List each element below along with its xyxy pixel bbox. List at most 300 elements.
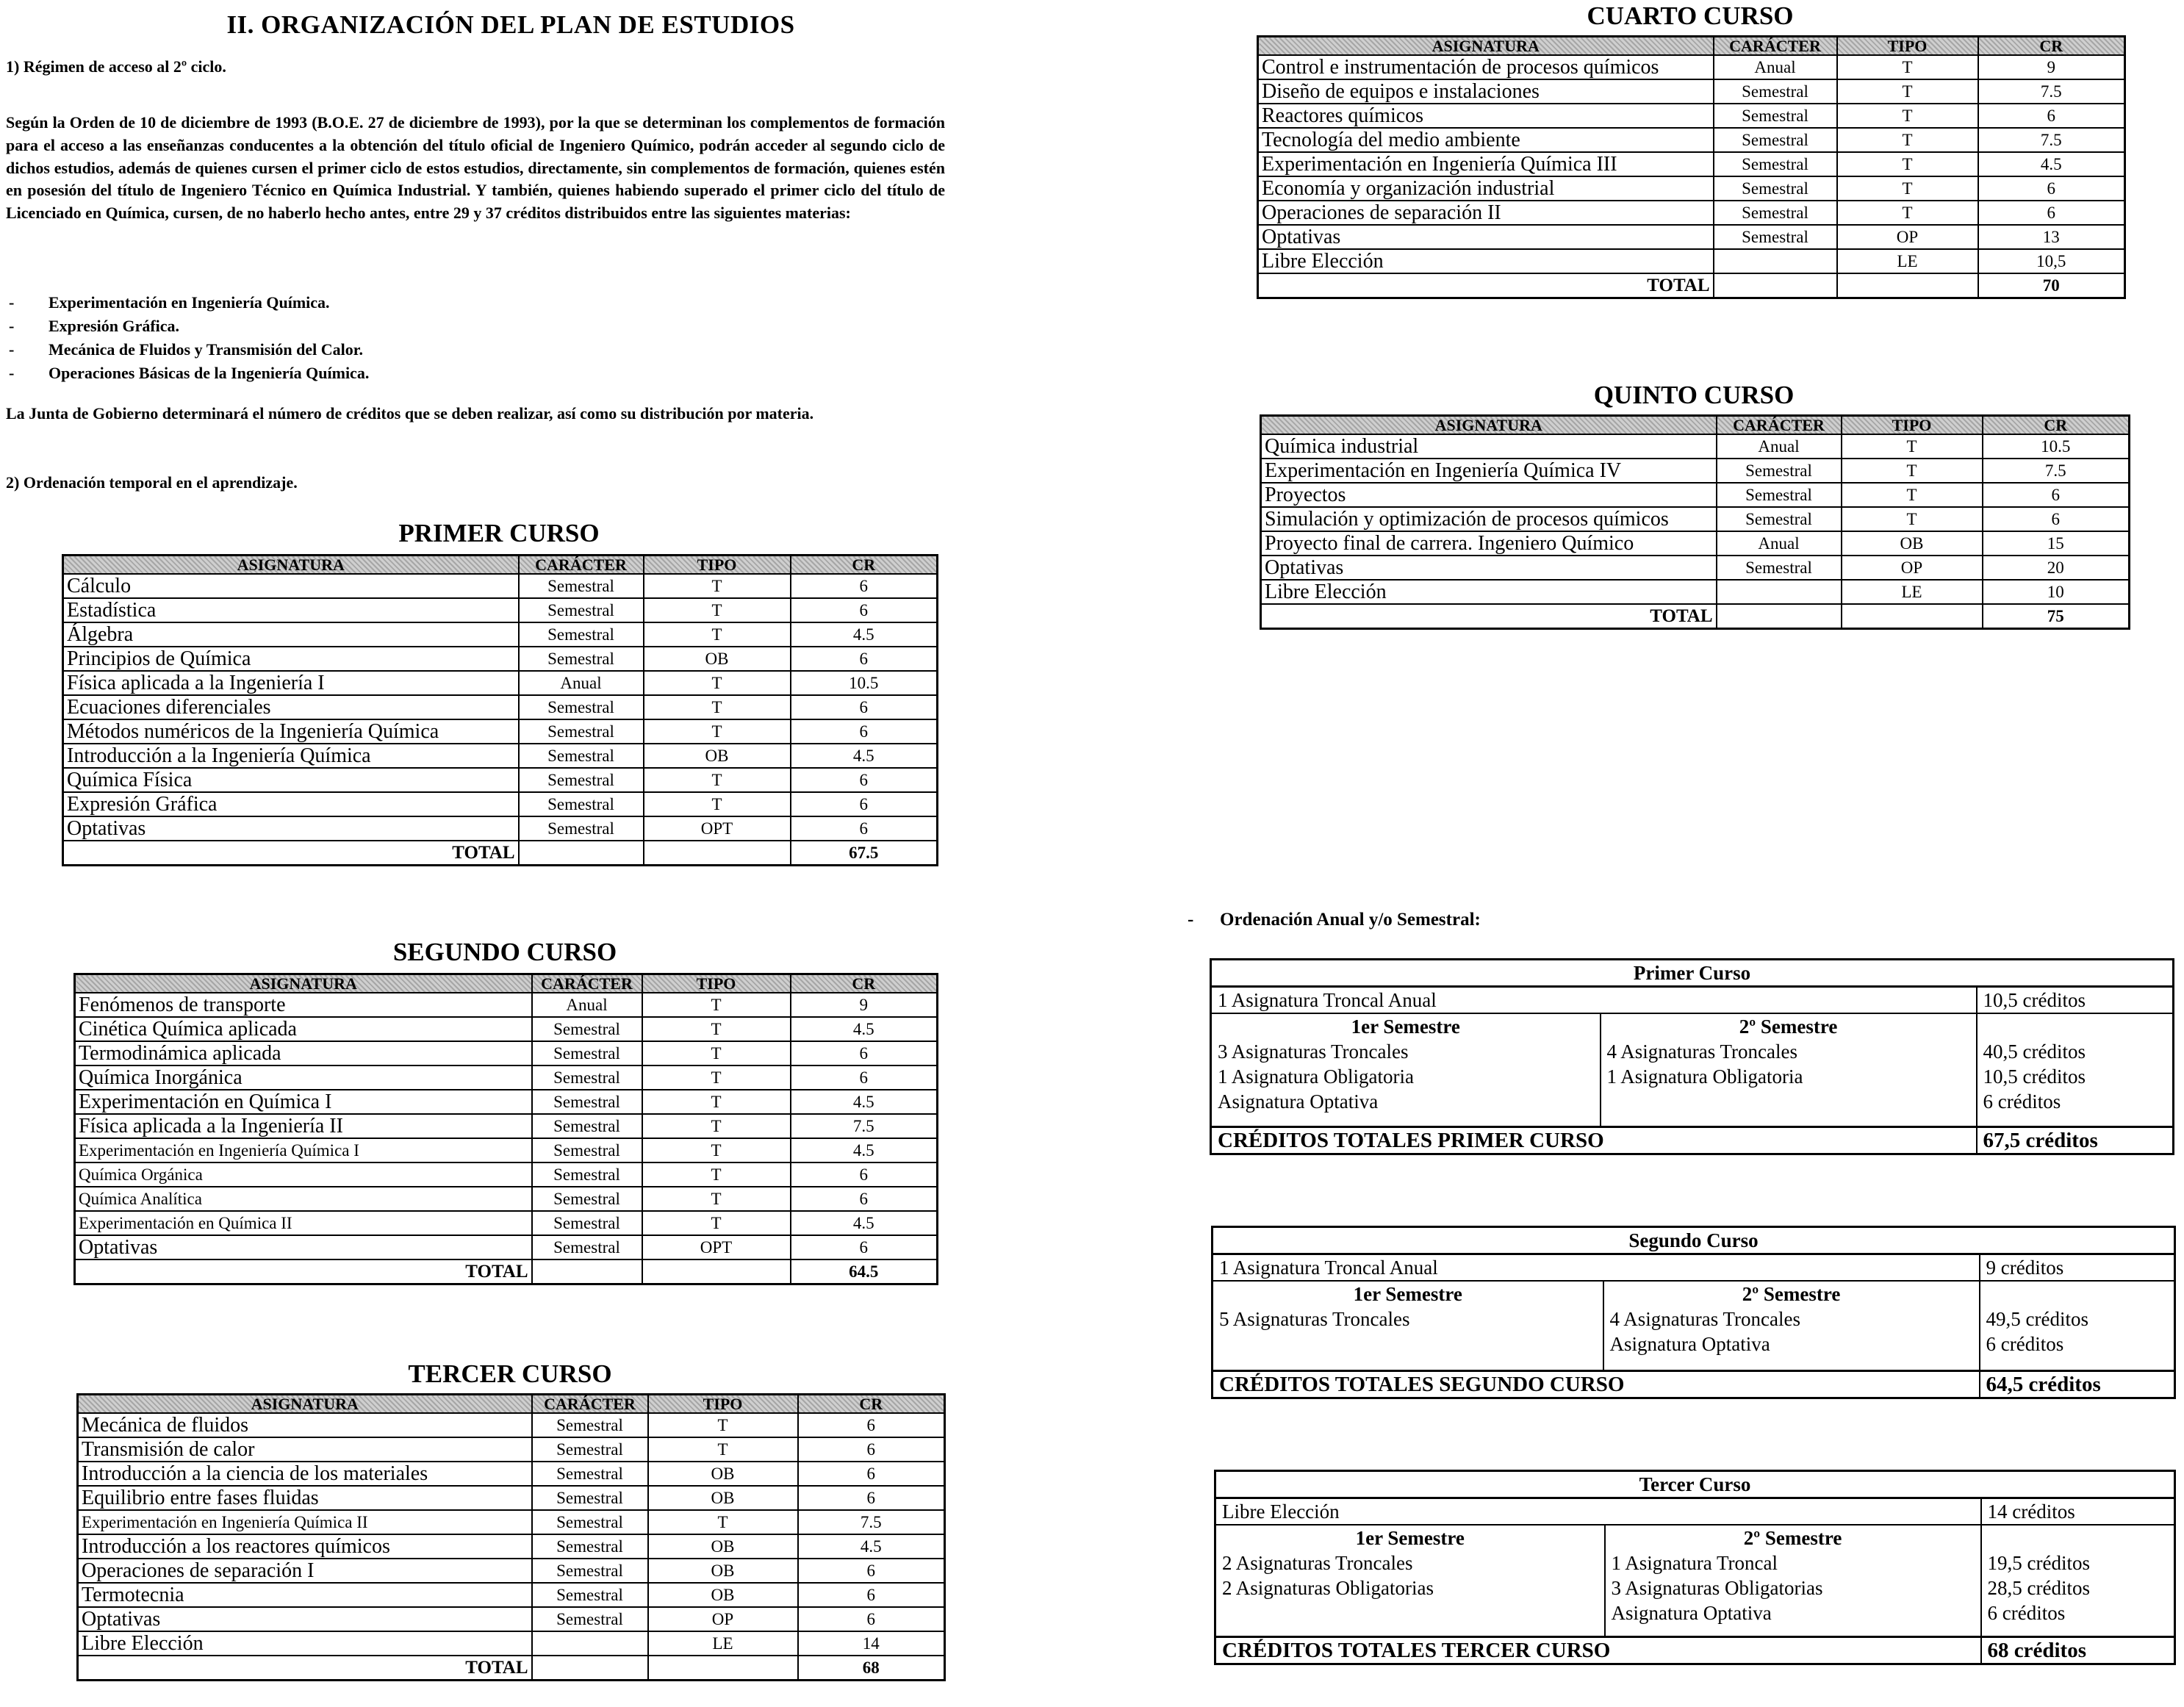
summary-top-label: 1 Asignatura Troncal Anual — [1219, 1257, 1438, 1279]
tipo-cell: LE — [648, 1631, 798, 1656]
summary-primer-curso — [1210, 958, 2174, 1155]
subject-cell: Diseño de equipos e instalaciones — [1258, 79, 1714, 104]
table-row — [1258, 55, 2125, 79]
credits-cell: 20 — [1983, 556, 2130, 580]
summary-value: 49,5 créditos — [1980, 1307, 2175, 1332]
credits-cell: 4.5 — [791, 744, 938, 768]
quinto-curso-table — [1260, 414, 2130, 630]
subject-cell: Operaciones de separación II — [1258, 201, 1714, 225]
total-value: 67.5 — [791, 841, 938, 866]
tipo-cell: OB — [648, 1534, 798, 1559]
caracter-cell: Anual — [519, 671, 644, 695]
tipo-cell: OPT — [644, 816, 791, 841]
subject-cell: Reactores químicos — [1258, 104, 1714, 128]
caracter-cell: Anual — [1714, 55, 1837, 79]
tipo-cell: T — [1842, 459, 1983, 483]
credits-cell: 6 — [791, 598, 938, 622]
caracter-cell: Semestral — [1714, 152, 1837, 176]
table-row — [63, 574, 938, 598]
subject-cell: Libre Elección — [78, 1631, 532, 1656]
caracter-cell: Semestral — [532, 1413, 648, 1437]
tipo-cell: T — [642, 1041, 791, 1065]
summary-s1-item: 2 Asignaturas Obligatorias — [1222, 1577, 1434, 1599]
credits-cell: 4.5 — [791, 622, 938, 647]
subject-cell: Optativas — [78, 1607, 532, 1631]
caracter-cell: Semestral — [532, 1065, 642, 1090]
materia-item: - Operaciones Básicas de la Ingeniería Química. — [6, 362, 961, 385]
subject-cell: Estadística — [63, 598, 519, 622]
subject-cell: Química Física — [63, 768, 519, 792]
credits-cell: 6 — [791, 695, 938, 719]
table-row — [1261, 434, 2130, 459]
summary-s2-item — [1601, 1089, 1977, 1114]
subject-cell: Introducción a los reactores químicos — [78, 1534, 532, 1559]
caracter-cell: Semestral — [1717, 483, 1842, 507]
col-tipo: TIPO — [642, 974, 791, 993]
credits-cell: 7.5 — [1983, 459, 2130, 483]
summary-value: 40,5 créditos — [1977, 1039, 2174, 1064]
materias-list — [6, 291, 961, 385]
col-cr: CR — [791, 556, 938, 575]
summary-top-value: 10,5 créditos — [1977, 987, 2174, 1014]
caracter-cell: Semestral — [1714, 128, 1837, 152]
total-label: TOTAL — [1258, 273, 1714, 298]
caracter-cell: Semestral — [519, 719, 644, 744]
summary-total-value: 68 créditos — [1981, 1637, 2175, 1664]
caracter-cell: Semestral — [532, 1090, 642, 1114]
table-row — [75, 1211, 938, 1235]
semester-1-label: 1er Semestre — [1213, 1281, 1603, 1307]
caracter-cell: Semestral — [519, 647, 644, 671]
total-row — [75, 1259, 938, 1284]
summary-title: Tercer Curso — [1215, 1471, 2175, 1498]
caracter-cell: Semestral — [532, 1462, 648, 1486]
credits-cell: 6 — [791, 1235, 938, 1259]
table-row — [75, 1162, 938, 1187]
total-row — [1261, 604, 2130, 629]
table-row — [78, 1413, 945, 1437]
col-caracter: CARÁCTER — [1717, 416, 1842, 435]
semester-1-label: 1er Semestre — [1211, 1013, 1601, 1039]
subject-cell: Álgebra — [63, 622, 519, 647]
tipo-cell: OB — [644, 647, 791, 671]
summary-s2-item: 4 Asignaturas Troncales — [1601, 1039, 1977, 1064]
summary-top-value: 9 créditos — [1980, 1254, 2175, 1282]
summary-title: Primer Curso — [1211, 960, 2174, 987]
tipo-cell: T — [644, 768, 791, 792]
summary-tercer-curso — [1214, 1470, 2176, 1665]
tipo-cell: T — [648, 1510, 798, 1534]
subject-cell: Tecnología del medio ambiente — [1258, 128, 1714, 152]
subject-cell: Química Analítica — [75, 1187, 532, 1211]
table-row — [1258, 225, 2125, 249]
tercer-curso-table — [76, 1393, 946, 1681]
subject-cell: Control e instrumentación de procesos químicos — [1258, 55, 1714, 79]
caracter-cell: Semestral — [519, 622, 644, 647]
table-row — [63, 816, 938, 841]
table-row — [1258, 79, 2125, 104]
tipo-cell: T — [644, 671, 791, 695]
caracter-cell: Semestral — [532, 1017, 642, 1041]
total-value: 64.5 — [791, 1259, 938, 1284]
table-row — [78, 1534, 945, 1559]
caracter-cell: Anual — [1717, 531, 1842, 556]
table-row — [63, 744, 938, 768]
subject-cell: Libre Elección — [1261, 580, 1717, 604]
credits-cell: 6 — [791, 768, 938, 792]
total-value: 68 — [798, 1656, 945, 1681]
subject-cell: Experimentación en Ingeniería Química I — [75, 1138, 532, 1162]
subject-cell: Termotecnia — [78, 1583, 532, 1607]
col-asignatura: ASIGNATURA — [78, 1395, 532, 1414]
credits-cell: 10,5 — [1978, 249, 2125, 273]
table-row — [63, 622, 938, 647]
col-caracter: CARÁCTER — [532, 974, 642, 993]
tipo-cell: OB — [648, 1486, 798, 1510]
table-row — [63, 647, 938, 671]
table-row — [63, 598, 938, 622]
table-row — [75, 1235, 938, 1259]
credits-cell: 6 — [791, 1041, 938, 1065]
table-row — [78, 1462, 945, 1486]
semester-2-label: 2º Semestre — [1603, 1281, 1980, 1307]
cuarto-curso-title: CUARTO CURSO — [1587, 1, 1794, 30]
table-row — [1258, 249, 2125, 273]
summary-top-label: 1 Asignatura Troncal Anual — [1218, 989, 1437, 1011]
caracter-cell — [1717, 580, 1842, 604]
summary-top-label: Libre Elección — [1222, 1501, 1340, 1523]
caracter-cell: Semestral — [1714, 225, 1837, 249]
table-row — [63, 719, 938, 744]
summary-s2-item: 1 Asignatura Troncal — [1605, 1550, 1981, 1575]
credits-cell: 6 — [791, 574, 938, 598]
caracter-cell: Semestral — [532, 1162, 642, 1187]
col-tipo: TIPO — [648, 1395, 798, 1414]
subject-cell: Optativas — [1258, 225, 1714, 249]
tipo-cell: T — [1837, 104, 1978, 128]
caracter-cell: Semestral — [519, 744, 644, 768]
credits-cell: 10 — [1983, 580, 2130, 604]
summary-value: 28,5 créditos — [1981, 1575, 2175, 1600]
credits-cell: 6 — [1978, 176, 2125, 201]
tipo-cell: OP — [1837, 225, 1978, 249]
tipo-cell: T — [644, 792, 791, 816]
semester-1-label: 1er Semestre — [1215, 1525, 1605, 1550]
caracter-cell: Semestral — [1714, 176, 1837, 201]
subject-cell: Química Inorgánica — [75, 1065, 532, 1090]
caracter-cell: Semestral — [1717, 459, 1842, 483]
caracter-cell: Semestral — [532, 1138, 642, 1162]
primer-curso-title: PRIMER CURSO — [398, 519, 600, 547]
credits-cell: 6 — [791, 1187, 938, 1211]
table-row — [78, 1510, 945, 1534]
tipo-cell: T — [644, 598, 791, 622]
credits-cell: 15 — [1983, 531, 2130, 556]
tipo-cell: T — [1842, 507, 1983, 531]
tipo-cell: OB — [1842, 531, 1983, 556]
tipo-cell: OB — [648, 1583, 798, 1607]
caracter-cell: Semestral — [1714, 79, 1837, 104]
tipo-cell: T — [644, 719, 791, 744]
tipo-cell: OP — [1842, 556, 1983, 580]
caracter-cell: Semestral — [532, 1114, 642, 1138]
tipo-cell: T — [642, 1114, 791, 1138]
subject-cell: Química Orgánica — [75, 1162, 532, 1187]
col-asignatura: ASIGNATURA — [63, 556, 519, 575]
subject-cell: Experimentación en Ingeniería Química IV — [1261, 459, 1717, 483]
tipo-cell: T — [644, 574, 791, 598]
summary-s2-item: 4 Asignaturas Troncales — [1603, 1307, 1980, 1332]
credits-cell: 6 — [791, 647, 938, 671]
subject-cell: Cinética Química aplicada — [75, 1017, 532, 1041]
table-row — [1258, 104, 2125, 128]
caracter-cell: Semestral — [532, 1235, 642, 1259]
tipo-cell: OPT — [642, 1235, 791, 1259]
caracter-cell: Semestral — [1714, 104, 1837, 128]
col-cr: CR — [1978, 37, 2125, 56]
table-row — [78, 1486, 945, 1510]
subject-cell: Introducción a la Ingeniería Química — [63, 744, 519, 768]
tipo-cell: OB — [648, 1462, 798, 1486]
table-row — [63, 695, 938, 719]
credits-cell: 9 — [1978, 55, 2125, 79]
caracter-cell — [1714, 249, 1837, 273]
tipo-cell: T — [642, 1090, 791, 1114]
tipo-cell: T — [642, 1065, 791, 1090]
col-caracter: CARÁCTER — [519, 556, 644, 575]
caracter-cell: Semestral — [532, 1041, 642, 1065]
subject-cell: Introducción a la ciencia de los materiales — [78, 1462, 532, 1486]
credits-cell: 7.5 — [1978, 79, 2125, 104]
subject-cell: Optativas — [1261, 556, 1717, 580]
subject-cell: Experimentación en Química I — [75, 1090, 532, 1114]
credits-cell: 6 — [798, 1413, 945, 1437]
caracter-cell: Semestral — [532, 1583, 648, 1607]
credits-cell: 13 — [1978, 225, 2125, 249]
tipo-cell: T — [642, 1162, 791, 1187]
semester-2-label: 2º Semestre — [1601, 1013, 1977, 1039]
table-row — [1261, 531, 2130, 556]
table-row — [1261, 483, 2130, 507]
summary-value: 10,5 créditos — [1977, 1064, 2174, 1089]
table-row — [1261, 459, 2130, 483]
materia-item: - Expresión Gráfica. — [6, 315, 961, 338]
table-row — [75, 1138, 938, 1162]
caracter-cell: Semestral — [519, 574, 644, 598]
ordenacion-title: - Ordenación Anual y/o Semestral: — [1220, 910, 1481, 930]
caracter-cell: Semestral — [532, 1211, 642, 1235]
col-asignatura: ASIGNATURA — [75, 974, 532, 993]
caracter-cell: Semestral — [532, 1534, 648, 1559]
summary-value: 6 créditos — [1981, 1600, 2175, 1625]
credits-cell: 14 — [798, 1631, 945, 1656]
credits-cell: 6 — [791, 816, 938, 841]
caracter-cell: Semestral — [532, 1559, 648, 1583]
col-cr: CR — [1983, 416, 2130, 435]
col-asignatura: ASIGNATURA — [1258, 37, 1714, 56]
table-row — [63, 768, 938, 792]
table-row — [1261, 580, 2130, 604]
table-row — [1258, 128, 2125, 152]
junta-paragraph: La Junta de Gobierno determinará el número de créditos que se deben realizar, así como su distribución por materia. — [6, 404, 814, 423]
table-row — [1261, 556, 2130, 580]
summary-total-label: CRÉDITOS TOTALES PRIMER CURSO — [1211, 1127, 1977, 1154]
subject-cell: Proyecto final de carrera. Ingeniero Químico — [1261, 531, 1717, 556]
summary-segundo-curso — [1211, 1226, 2176, 1399]
credits-cell: 7.5 — [1978, 128, 2125, 152]
tercer-curso-title: TERCER CURSO — [408, 1359, 612, 1388]
caracter-cell: Anual — [1717, 434, 1842, 459]
subject-cell: Experimentación en Ingeniería Química II — [78, 1510, 532, 1534]
table-row — [75, 1041, 938, 1065]
primer-curso-table — [62, 554, 938, 866]
total-label: TOTAL — [75, 1259, 532, 1284]
subject-cell: Mecánica de fluidos — [78, 1413, 532, 1437]
credits-cell: 6 — [798, 1486, 945, 1510]
caracter-cell: Semestral — [519, 598, 644, 622]
summary-top-value: 14 créditos — [1981, 1498, 2175, 1525]
table-row — [1261, 507, 2130, 531]
caracter-cell — [532, 1631, 648, 1656]
tipo-cell: OP — [648, 1607, 798, 1631]
subject-cell: Transmisión de calor — [78, 1437, 532, 1462]
caracter-cell: Semestral — [519, 792, 644, 816]
caracter-cell: Semestral — [1717, 556, 1842, 580]
subject-cell: Economía y organización industrial — [1258, 176, 1714, 201]
caracter-cell: Semestral — [1714, 201, 1837, 225]
credits-cell: 6 — [791, 792, 938, 816]
subject-cell: Fenómenos de transporte — [75, 993, 532, 1017]
section-1-title: 1) Régimen de acceso al 2º ciclo. — [6, 57, 226, 76]
tipo-cell: T — [642, 1211, 791, 1235]
materia-item: - Experimentación en Ingeniería Química. — [6, 291, 961, 315]
tipo-cell: T — [1837, 79, 1978, 104]
caracter-cell: Anual — [532, 993, 642, 1017]
tipo-cell: T — [1842, 434, 1983, 459]
tipo-cell: LE — [1837, 249, 1978, 273]
subject-cell: Experimentación en Ingeniería Química III — [1258, 152, 1714, 176]
summary-s1-item: 5 Asignaturas Troncales — [1219, 1308, 1410, 1330]
col-cr: CR — [791, 974, 938, 993]
tipo-cell: OB — [644, 744, 791, 768]
caracter-cell: Semestral — [532, 1187, 642, 1211]
caracter-cell: Semestral — [519, 816, 644, 841]
credits-cell: 4.5 — [791, 1090, 938, 1114]
caracter-cell: Semestral — [1717, 507, 1842, 531]
tipo-cell: T — [642, 993, 791, 1017]
caracter-cell: Semestral — [532, 1607, 648, 1631]
summary-s1-item: 1 Asignatura Obligatoria — [1218, 1065, 1414, 1088]
subject-cell: Operaciones de separación I — [78, 1559, 532, 1583]
table-row — [78, 1631, 945, 1656]
credits-cell: 6 — [798, 1462, 945, 1486]
col-tipo: TIPO — [1837, 37, 1978, 56]
segundo-curso-table — [73, 973, 938, 1285]
tipo-cell: T — [642, 1017, 791, 1041]
credits-cell: 4.5 — [791, 1211, 938, 1235]
total-label: TOTAL — [78, 1656, 532, 1681]
caracter-cell: Semestral — [532, 1437, 648, 1462]
credits-cell: 10.5 — [1983, 434, 2130, 459]
col-caracter: CARÁCTER — [532, 1395, 648, 1414]
col-tipo: TIPO — [644, 556, 791, 575]
total-label: TOTAL — [63, 841, 519, 866]
table-row — [78, 1583, 945, 1607]
summary-s2-item: Asignatura Optativa — [1605, 1600, 1981, 1625]
credits-cell: 6 — [798, 1607, 945, 1631]
summary-s1-item: 3 Asignaturas Troncales — [1218, 1041, 1409, 1063]
subject-cell: Experimentación en Química II — [75, 1211, 532, 1235]
col-tipo: TIPO — [1842, 416, 1983, 435]
total-label: TOTAL — [1261, 604, 1717, 629]
table-row — [1258, 176, 2125, 201]
total-value: 70 — [1978, 273, 2125, 298]
tipo-cell: T — [648, 1437, 798, 1462]
subject-cell: Ecuaciones diferenciales — [63, 695, 519, 719]
page-title: II. ORGANIZACIÓN DEL PLAN DE ESTUDIOS — [226, 10, 795, 39]
tipo-cell: T — [644, 695, 791, 719]
col-asignatura: ASIGNATURA — [1261, 416, 1717, 435]
tipo-cell: T — [1842, 483, 1983, 507]
tipo-cell: LE — [1842, 580, 1983, 604]
cuarto-curso-table — [1257, 35, 2126, 299]
col-cr: CR — [798, 1395, 945, 1414]
tipo-cell: OB — [648, 1559, 798, 1583]
table-row — [1258, 201, 2125, 225]
summary-value: 6 créditos — [1977, 1089, 2174, 1114]
total-row — [63, 841, 938, 866]
table-row — [78, 1559, 945, 1583]
subject-cell: Proyectos — [1261, 483, 1717, 507]
table-row — [75, 1187, 938, 1211]
caracter-cell: Semestral — [519, 695, 644, 719]
tipo-cell: T — [1837, 128, 1978, 152]
summary-s1-item — [1213, 1332, 1603, 1356]
credits-cell: 6 — [798, 1583, 945, 1607]
subject-cell: Métodos numéricos de la Ingeniería Química — [63, 719, 519, 744]
credits-cell: 7.5 — [798, 1510, 945, 1534]
tipo-cell: T — [648, 1413, 798, 1437]
table-row — [78, 1437, 945, 1462]
credits-cell: 7.5 — [791, 1114, 938, 1138]
total-row — [78, 1656, 945, 1681]
credits-cell: 6 — [1983, 507, 2130, 531]
credits-cell: 6 — [798, 1559, 945, 1583]
subject-cell: Simulación y optimización de procesos químicos — [1261, 507, 1717, 531]
materia-item: - Mecánica de Fluidos y Transmisión del Calor. — [6, 338, 961, 362]
table-row — [75, 993, 938, 1017]
summary-total-value: 64,5 créditos — [1980, 1371, 2175, 1398]
summary-total-label: CRÉDITOS TOTALES TERCER CURSO — [1215, 1637, 1981, 1664]
credits-cell: 4.5 — [798, 1534, 945, 1559]
subject-cell: Principios de Química — [63, 647, 519, 671]
credits-cell: 6 — [791, 1065, 938, 1090]
tipo-cell: T — [1837, 176, 1978, 201]
summary-total-label: CRÉDITOS TOTALES SEGUNDO CURSO — [1213, 1371, 1980, 1398]
summary-title: Segundo Curso — [1213, 1227, 2175, 1254]
tipo-cell: T — [642, 1187, 791, 1211]
tipo-cell: T — [644, 622, 791, 647]
credits-cell: 6 — [1978, 201, 2125, 225]
semester-2-label: 2º Semestre — [1605, 1525, 1981, 1550]
credits-cell: 6 — [791, 719, 938, 744]
table-row — [78, 1607, 945, 1631]
credits-cell: 10.5 — [791, 671, 938, 695]
table-row — [63, 671, 938, 695]
tipo-cell: T — [1837, 55, 1978, 79]
table-row — [75, 1090, 938, 1114]
total-row — [1258, 273, 2125, 298]
